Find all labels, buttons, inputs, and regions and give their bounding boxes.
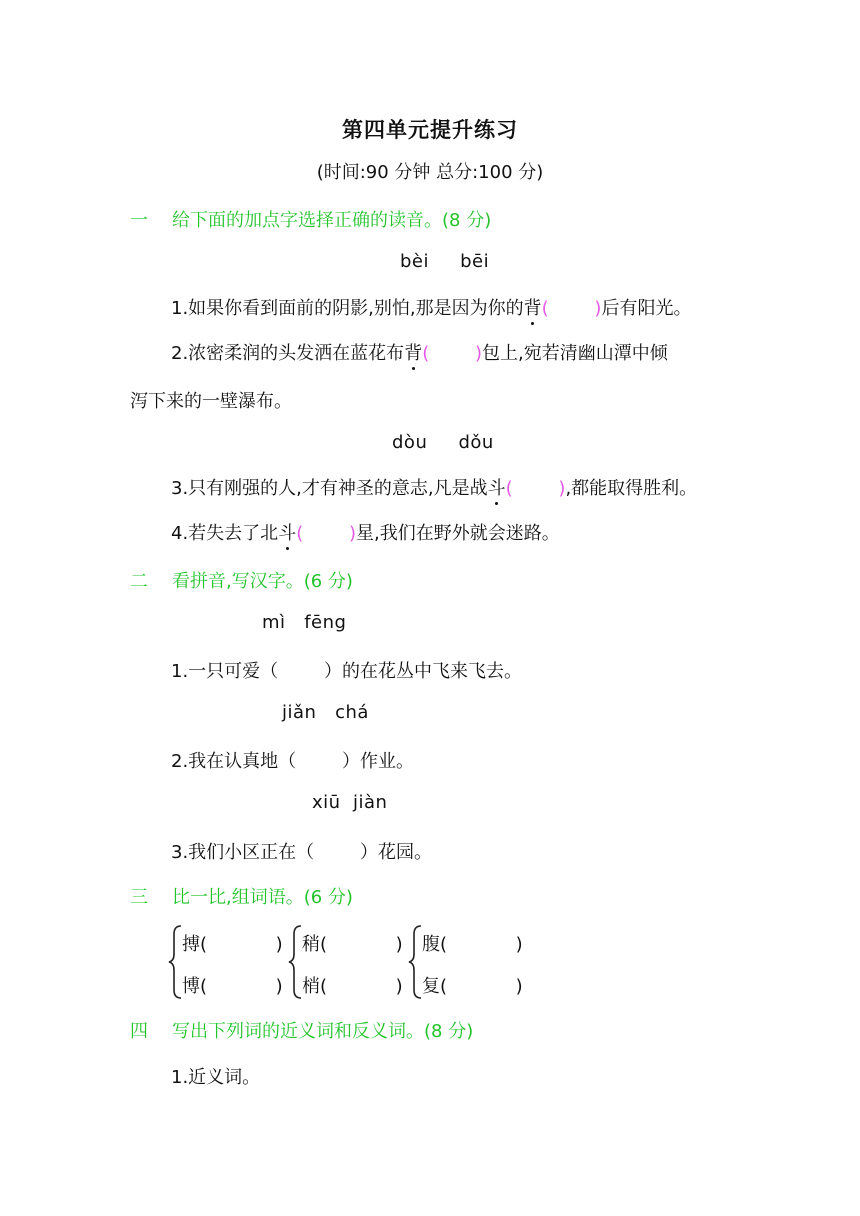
q1-item-2-continued: 泻下来的一壁瀑布。	[130, 391, 292, 412]
pinyin-bei: bèi bēi	[400, 251, 490, 272]
compare-2a[interactable]: 稍( )	[302, 934, 403, 955]
q1-item-2: 2.浓密柔润的头发洒在蓝花布背( )包上,宛若清幽山潭中倾	[171, 339, 668, 365]
section-2-heading	[130, 567, 353, 593]
compare-2b[interactable]: 梢( )	[302, 976, 403, 997]
pinyin-mifeng: mì fēng	[262, 612, 347, 633]
answer-blank[interactable]: ( )	[296, 523, 357, 544]
section-1-heading	[130, 206, 491, 232]
pinyin-dou: dòu dǒu	[392, 432, 494, 453]
q1-item-3: 3.只有刚强的人,才有神圣的意志,凡是战斗( ),都能取得胜利。	[171, 474, 697, 500]
dotted-char: 背	[524, 294, 542, 320]
q4-item-1: 1.近义词。	[171, 1067, 261, 1088]
q2-item-3[interactable]: 3.我们小区正在（ ）花园。	[171, 842, 432, 863]
section-4-number: 四	[130, 1021, 148, 1042]
page-title: 第四单元提升练习	[342, 118, 518, 142]
answer-blank[interactable]: ( )	[422, 343, 483, 364]
q1-item-4: 4.若失去了北斗( )星,我们在野外就会迷路。	[171, 519, 560, 545]
section-2-number: 二	[130, 571, 148, 592]
compare-3a[interactable]: 腹( )	[422, 934, 523, 955]
dotted-char: 斗	[488, 474, 506, 500]
section-4-text: 写出下列词的近义词和反义词。(8 分)	[172, 1021, 474, 1042]
q2-item-1[interactable]: 1.一只可爱（ ）的在花丛中飞来飞去。	[171, 661, 522, 682]
compare-1a[interactable]: 搏( )	[182, 934, 283, 955]
section-4-heading	[130, 1017, 473, 1043]
section-3-text: 比一比,组词语。(6 分)	[172, 887, 353, 908]
section-3-number: 三	[130, 887, 148, 908]
answer-blank[interactable]: ( )	[541, 298, 602, 319]
dotted-char: 背	[404, 339, 422, 365]
section-2-text: 看拼音,写汉字。(6 分)	[172, 571, 353, 592]
compare-3b[interactable]: 复( )	[422, 976, 523, 997]
answer-blank[interactable]: ( )	[505, 478, 566, 499]
pinyin-xiujian: xiū jiàn	[312, 792, 388, 813]
section-3-heading	[130, 883, 353, 909]
section-1-text: 给下面的加点字选择正确的读音。(8 分)	[172, 210, 492, 231]
dotted-char: 斗	[278, 519, 296, 545]
q1-item-1: 1.如果你看到面前的阴影,别怕,那是因为你的背( )后有阳光。	[171, 294, 691, 320]
pinyin-jiancha: jiǎn chá	[282, 702, 369, 723]
compare-1b[interactable]: 博( )	[182, 976, 283, 997]
q2-item-2[interactable]: 2.我在认真地（ ）作业。	[171, 751, 414, 772]
section-1-number: 一	[130, 210, 148, 231]
page-subtitle: (时间:90 分钟 总分:100 分)	[316, 162, 544, 183]
